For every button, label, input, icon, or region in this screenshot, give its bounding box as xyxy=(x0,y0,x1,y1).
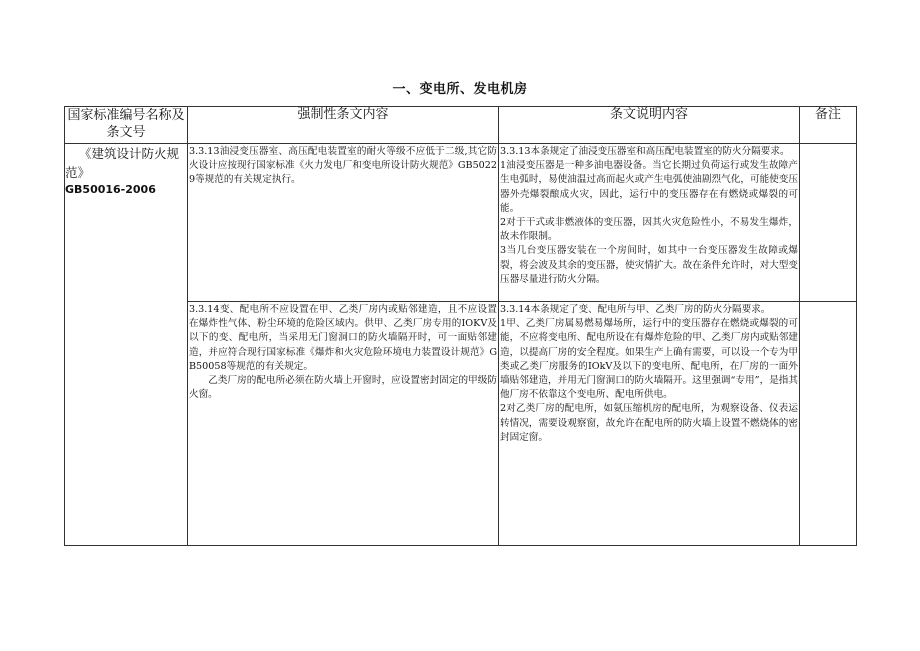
explanation-cell xyxy=(499,144,800,302)
mandatory-cell xyxy=(188,302,499,546)
page-title: 一、变电所、发电机房 xyxy=(392,82,528,97)
header-standard-line2: 条文号 xyxy=(106,125,146,140)
mandatory-paragraph: 3.3.13油浸变压器室、高压配电装置室的耐火等级不应低于二级,其它防火设计应按现行国家标准《火力发电厂和变电所设计防火规范》GB50229等规范的有关规定执行。 xyxy=(189,146,497,186)
standard-name-line2: 范》 xyxy=(65,165,91,180)
mandatory-paragraph: 乙类厂房的配电所必须在防火墙上开窗时，应设置密封固定的甲级防火窗。 xyxy=(189,375,497,401)
explanation-paragraph: 3.3.14本条规定了变、配电所与甲、乙类厂房的防火分隔要求。 xyxy=(500,304,771,315)
explanation-paragraph: 2对于干式或非燃液体的变压器，因其火灾危险性小，不易发生爆炸，故未作限制。 xyxy=(500,217,798,243)
standard-code: GB50016-2006 xyxy=(65,183,156,196)
fire-code-table xyxy=(64,106,857,546)
standard-name-line1: 《建筑设计防火规 xyxy=(79,146,180,161)
header-row xyxy=(65,107,857,144)
explanation-paragraph: 1甲、乙类厂房属易燃易爆场所，运行中的变压器存在燃烧或爆裂的可能，不应将变电所、配电所设在有爆炸危险的甲、乙类厂房内或贴邻建造，以提高厂房的安全程度。如果生产上确有需要，可以设一个专为甲类或乙类厂房服务的IOkV及以下的变电所、配电所，在厂房的一面外墙贴邻建造，并用无门窗洞口的防火墙隔开。这里强调“专用”，是指其他厂房不依靠这个变电所、配电所供电。 xyxy=(500,318,798,401)
standard-cell xyxy=(65,144,188,546)
remarks-cell xyxy=(800,302,857,546)
mandatory-paragraph: 3.3.14变、配电所不应设置在甲、乙类厂房内或贴邻建造，且不应设置在爆炸性气体、粉尘环境的危险区域内。供甲、乙类厂房专用的IOKV及以下的变、配电所，当采用无门窗洞口的防火墙隔开时，可一面贴邻建造，并应符合现行国家标准《爆炸和火灾危险环境电力装置设计规范》GB50058等规范的有关规定。 xyxy=(189,304,497,372)
mandatory-cell xyxy=(188,144,499,302)
explanation-paragraph: 3.3.13本条规定了油浸变压器室和高压配电装置室的防火分隔要求。 xyxy=(500,146,790,157)
explanation-cell xyxy=(499,302,800,546)
header-standard-line1: 国家标准编号名称及 xyxy=(67,108,185,123)
remarks-cell xyxy=(800,144,857,302)
header-remarks: 备注 xyxy=(800,107,857,144)
explanation-paragraph: 3当几台变压器安装在一个房间时，如其中一台变压器发生故障或爆裂，将会波及其余的变压器，使灾情扩大。故在条件允许时，对大型变压器尽量进行防火分隔。 xyxy=(500,245,798,285)
header-explanation: 条文说明内容 xyxy=(499,107,800,144)
header-mandatory: 强制性条文内容 xyxy=(188,107,499,144)
explanation-paragraph: 2对乙类厂房的配电所，如氨压缩机房的配电所，为观察设备、仪表运转情况，需要设观察窗，故允许在配电所的防火墙上设置不燃烧体的密封固定窗。 xyxy=(500,403,798,443)
table-row xyxy=(65,144,857,302)
header-standard xyxy=(65,107,188,144)
explanation-paragraph: 1油浸变压器是一种多油电器设备。当它长期过负荷运行或发生故障产生电弧时，易使油温过高而起火或产生电弧使油剧烈气化，可能使变压器外壳爆裂酿成火灾，因此，运行中的变压器存在有燃烧或爆裂的可能。 xyxy=(500,160,798,214)
